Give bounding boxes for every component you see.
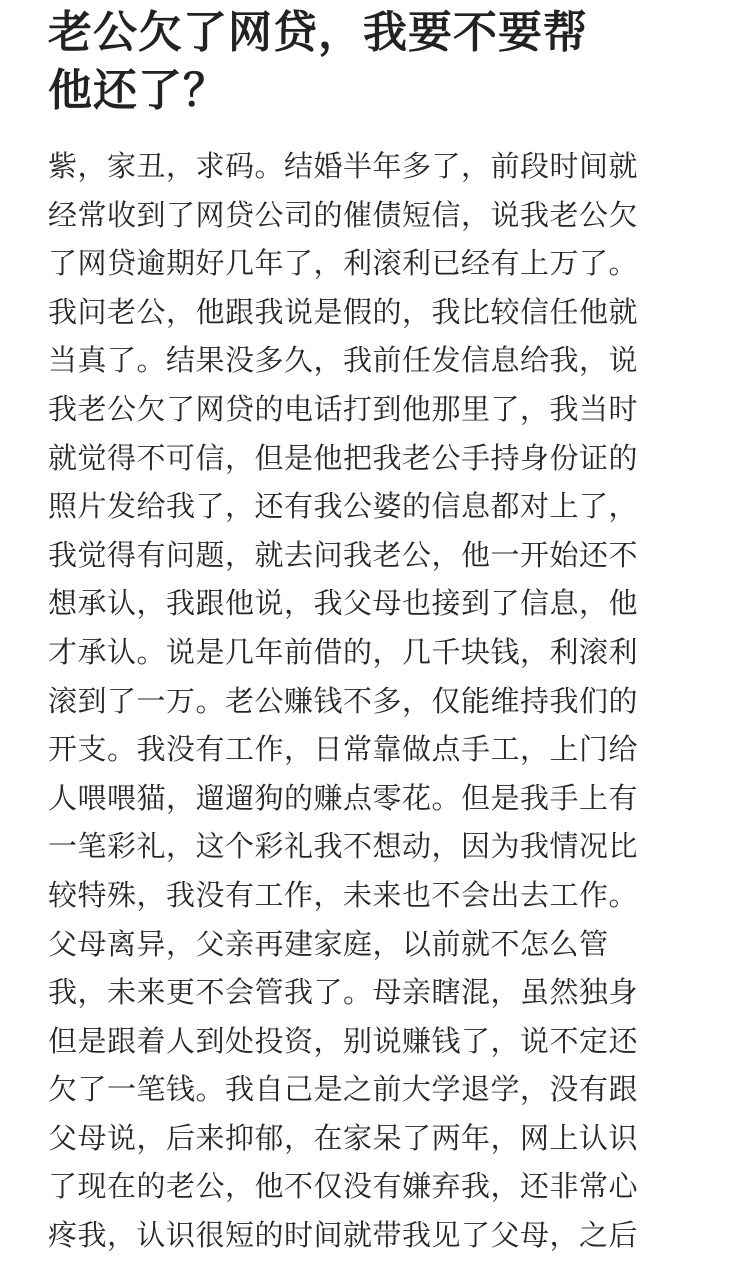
title-line-1: 老公欠了网贷，我要不要帮	[48, 7, 588, 58]
body-line: 经常收到了网贷公司的催债短信，说我老公欠	[48, 197, 639, 232]
body-line: 我，未来更不会管我了。母亲瞎混，虽然独身	[48, 975, 639, 1010]
article-title	[48, 0, 708, 120]
article	[48, 0, 708, 1260]
body-line: 一笔彩礼，这个彩礼我不想动，因为我情况比	[48, 829, 639, 864]
body-line: 欠了一笔钱。我自己是之前大学退学，没有跟	[48, 1072, 639, 1107]
body-line: 较特殊，我没有工作，未来也不会出去工作。	[48, 877, 639, 912]
article-body	[48, 142, 708, 1260]
body-line: 我老公欠了网贷的电话打到他那里了，我当时	[48, 391, 639, 426]
body-line: 紫，家丑，求码。结婚半年多了，前段时间就	[48, 149, 639, 183]
body-line: 就觉得不可信，但是他把我老公手持身份证的	[48, 440, 639, 475]
body-line: 才承认。说是几年前借的，几千块钱，利滚利	[48, 634, 639, 669]
body-line: 想承认，我跟他说，我父母也接到了信息，他	[48, 586, 639, 621]
title-line-2: 他还了？	[48, 65, 228, 116]
body-line: 当真了。结果没多久，我前任发信息给我，说	[48, 343, 639, 378]
body-line: 了现在的老公，他不仅没有嫌弃我，还非常心	[48, 1169, 639, 1204]
body-line: 我问老公，他跟我说是假的，我比较信任他就	[48, 294, 639, 329]
body-line: 照片发给我了，还有我公婆的信息都对上了，	[48, 489, 639, 524]
body-line: 疼我，认识很短的时间就带我见了父母，之后	[48, 1218, 639, 1253]
body-line: 父母离异，父亲再建家庭，以前就不怎么管	[48, 926, 609, 961]
body-line: 滚到了一万。老公赚钱不多，仅能维持我们的	[48, 683, 639, 718]
body-line: 但是跟着人到处投资，别说赚钱了，说不定还	[48, 1023, 639, 1058]
body-line: 开支。我没有工作，日常靠做点手工，上门给	[48, 732, 639, 767]
body-line: 父母说，后来抑郁，在家呆了两年，网上认识	[48, 1120, 639, 1155]
body-line: 人喂喂猫，遛遛狗的赚点零花。但是我手上有	[48, 780, 639, 815]
body-line: 了网贷逾期好几年了，利滚利已经有上万了。	[48, 246, 639, 281]
body-line: 我觉得有问题，就去问我老公，他一开始还不	[48, 537, 639, 572]
